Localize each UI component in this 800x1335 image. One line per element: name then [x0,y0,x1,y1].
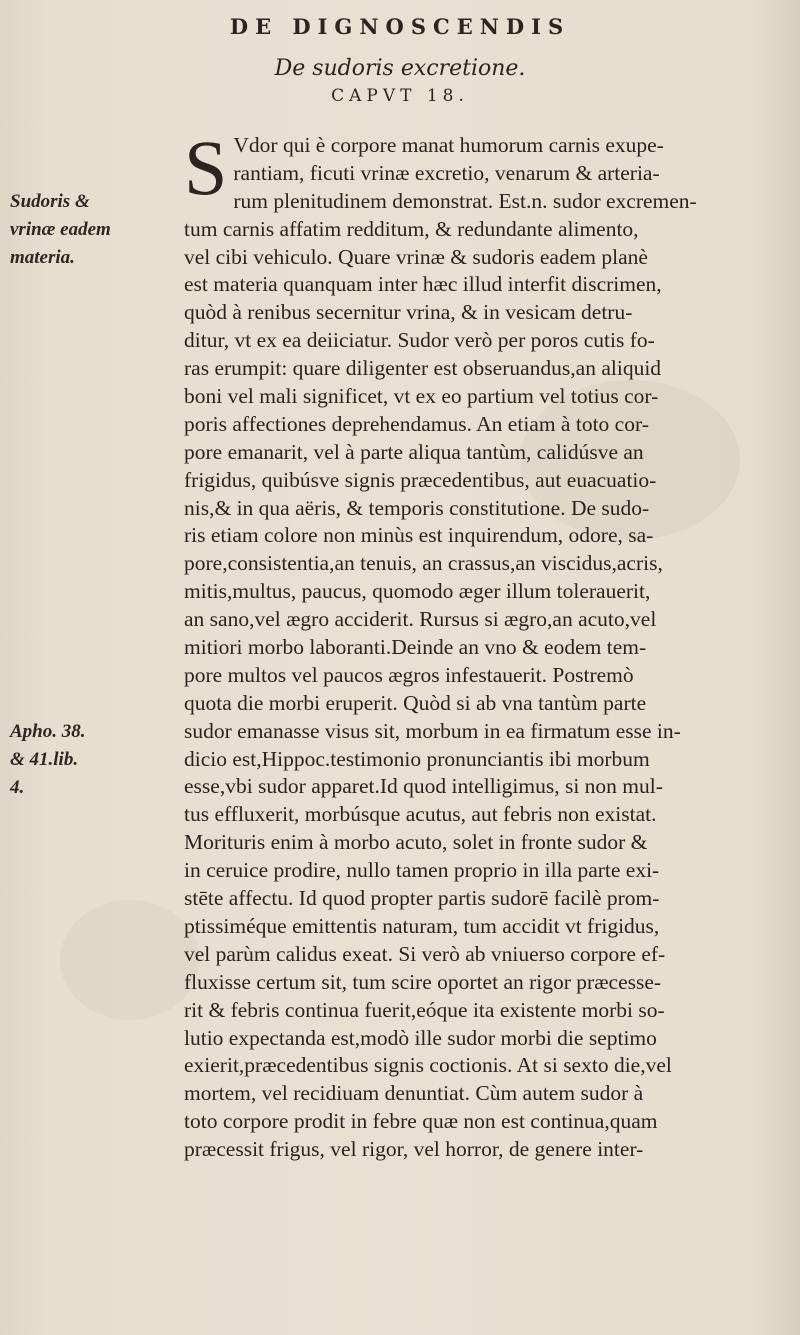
text-line: ris etiam colore non minùs est inquirendum, odore, sa- [184,523,654,548]
text-line: Morituris enim à morbo acuto, solet in fronte sudor & [184,830,648,855]
text-line: poris affectiones deprehendamus. An etiam à toto cor- [184,411,649,436]
text-line: Vdor qui è corpore manat humorum carnis exupe- [233,133,664,157]
text-line: est materia quanquam inter hæc illud interfit discrimen, [184,272,662,297]
text-line: toto corpore prodit in febre quæ non est continua,quam [184,1109,658,1134]
text-line: tum carnis affatim redditum, & redundante alimento, [184,216,639,241]
paper-stain [60,900,200,1020]
text-line: vel cibi vehiculo. Quare vrinæ & sudoris eadem planè [184,244,648,269]
running-head: DE DIGNOSCENDIS [229,14,571,39]
text-line: exierit,præcedentibus signis coctionis. At si sexto die,vel [184,1053,672,1078]
text-line: mitiori morbo laboranti.Deinde an vno & eodem tem- [184,635,647,660]
body-text [184,124,786,1164]
drop-cap: S [184,124,228,211]
text-line: nis,& in qua aëris, & temporis constitutione. De sudo- [184,495,650,520]
text-line: mitis,multus, paucus, quomodo æger illum tolerauerit, [184,579,651,604]
text-line: tus effluxerit, morbúsque acutus, aut febris non existat. [184,802,657,827]
text-line: quota die morbi eruperit. Quòd si ab vna tantùm parte [184,690,647,715]
margin-note-line: & 41.lib. [10,748,79,770]
section-title: De sudoris excretione. [274,56,526,81]
text-line: an sano,vel ægro acciderit. Rursus si ægro,an acuto,vel [184,607,657,632]
text-line: frigidus, quibúsve signis præcedentibus, aut euacuatio- [184,467,657,492]
text-line: fluxisse certum sit, tum scire oportet an rigor præcesse- [184,969,662,994]
text-line: quòd à renibus secernitur vrina, & in vesicam detru- [184,300,633,325]
text-line: pore,consistentia,an tenuis, an crassus,an viscidus,acris, [184,551,663,576]
text-line: in ceruice prodire, nullo tamen proprio in illa parte exi- [184,858,660,883]
margin-note-line: Sudoris & [10,191,90,212]
text-line: vel parùm calidus exeat. Si verò ab vniuerso corpore ef- [184,941,666,966]
margin-note-line: materia. [10,246,75,268]
text-line: rit & febris continua fuerit,eóque ita existente morbi so- [184,997,665,1022]
text-line: præcessit frigus, vel rigor, vel horror, de genere inter- [184,1137,644,1162]
text-line: pore multos vel paucos ægros infestauerit. Postremò [184,662,634,687]
text-line: pore emanarit, vel à parte aliqua tantùm, calidúsve an [184,439,644,464]
margin-note-aphorism [10,718,178,802]
margin-note-line: 4. [10,776,25,798]
text-line: rantiam, ficuti vrinæ excretio, venarum & arteria- [233,160,660,185]
chapter-heading: CAPVT 18. [331,86,469,106]
text-line: sudor emanasse visus sit, morbum in ea firmatum esse in- [184,718,681,743]
margin-note-line: vrinæ eadem [10,218,111,240]
text-line: stēte affectu. Id quod propter partis sudorē facilè prom- [184,886,660,911]
margin-note-sudor-vrina [10,188,178,272]
text-line: dicio est,Hippoc.testimonio pronunciantis ibi morbum [184,746,650,771]
text-line: esse,vbi sudor apparet.Id quod intelligimus, si non mul- [184,774,663,799]
text-line: ptissiméque emittentis naturam, tum accidit vt frigidus, [184,913,660,938]
text-line: ras erumpit: quare diligenter est obseruandus,an aliquid [184,356,662,381]
text-line: rum plenitudinem demonstrat. Est.n. sudor excremen- [233,188,697,213]
text-line: mortem, vel recidiuam denuntiat. Cùm autem sudor à [184,1081,644,1106]
text-line: ditur, vt ex ea deiiciatur. Sudor verò per poros cutis fo- [184,328,655,353]
text-line: boni vel mali significet, vt ex eo partium vel totius cor- [184,384,659,409]
text-line: lutio expectanda est,modò ille sudor morbi die septimo [184,1025,657,1050]
margin-note-line: Apho. 38. [10,721,86,742]
